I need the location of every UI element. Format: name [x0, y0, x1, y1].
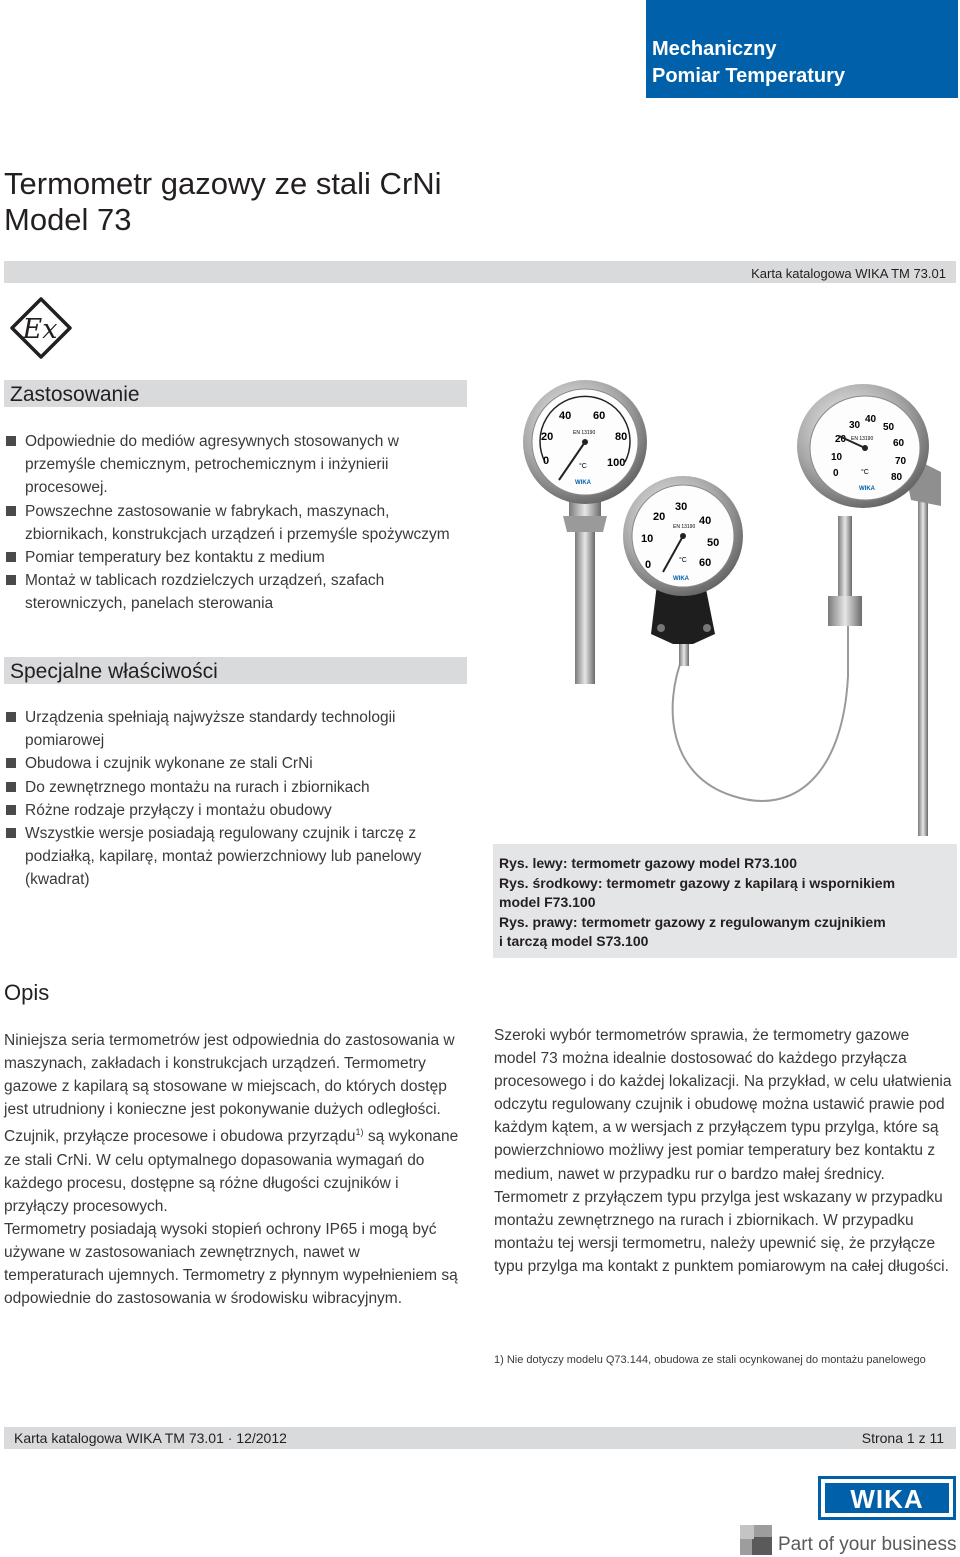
- wika-logo-text: WIKA: [850, 1484, 924, 1514]
- list-item: Montaż w tablicach rozdzielczych urządzeń, szafach sterowniczych, panelach sterowania: [4, 569, 464, 615]
- description-paragraph: Szeroki wybór termometrów sprawia, że termometry gazowe model 73 można idealnie dostosować do każdego przyłącza procesowego i do każdej lokalizacji. Na przykład, w celu ułatwienia odczytu regulowany czujnik i obudowę można ustawić prawie pod każdym kątem, a w wersjach z przyłączem typu przylga, które są powierzchniowo możliwy jest pomiar temperatury bez kontaktu z medium, nawet w przypadku rur o bardzo małej średnicy. Termometr z przyłączem typu przylga jest wskazany w przypadku montażu zewnętrznego na rurach i zbiornikach. W przypadku montażu tej wersji termometru, należy upewnić się, że przyłącze typu przylga ma kontakt z punktem pomiarowym na całej długości.: [494, 1027, 952, 1275]
- tick-label: 20: [653, 511, 666, 523]
- wika-logo: [818, 1476, 956, 1520]
- ex-atex-icon: [9, 296, 73, 360]
- footnote: 1) Nie dotyczy modelu Q73.144, obudowa ze stali ocynkowanej do montażu panelowego: [494, 1354, 926, 1366]
- gauge-standard-label: EN 13190: [573, 430, 596, 436]
- caption-line: Rys. lewy: termometr gazowy model R73.100: [499, 855, 797, 871]
- product-photo: [493, 376, 957, 838]
- header-box: [646, 0, 958, 98]
- tick-label: 0: [833, 468, 839, 479]
- tick-label: 30: [675, 501, 688, 513]
- list-item: Wszystkie wersje posiadają regulowany czujnik i tarczę z podziałką, kapilarę, montaż powierzchniowy lub panelowy (kwadrat): [4, 822, 464, 892]
- gauge-right: [797, 384, 941, 836]
- footer-bar: [4, 1427, 956, 1449]
- tick-label: 0: [645, 559, 652, 571]
- tick-label: 30: [849, 420, 861, 431]
- tick-label: 100: [607, 457, 626, 469]
- tick-label: 40: [559, 410, 572, 422]
- description-paragraph: Termometry posiadają wysoki stopień ochrony IP65 i mogą być używane w zastosowaniach zewnętrznych, nawet w temperaturach ujemnych. Termometry z płynnym wypełnieniem są odpowiednie do zastosowania w środowisku wibracyjnym.: [4, 1220, 458, 1308]
- reference-text: Karta katalogowa WIKA TM 73.01: [751, 266, 946, 281]
- page-title: [4, 166, 442, 238]
- footer-reference: Karta katalogowa WIKA TM 73.01 · 12/2012: [14, 1430, 287, 1446]
- gauge-unit-label: °C: [579, 463, 587, 470]
- description-paragraph: Niniejsza seria termometrów jest odpowiednia do zastosowania w maszynach, zakładach i konstrukcjach urządzeń. Termometry gazowe z kapilarą są stosowane w miejscach, do których dostęp jest utrudniony i konieczne jest pokonywanie dużych odległości.: [4, 1032, 455, 1119]
- gauge-standard-label: EN 13190: [851, 436, 874, 442]
- tick-label: 40: [865, 414, 877, 425]
- tick-label: 20: [541, 431, 554, 443]
- description-left-column: [4, 1029, 462, 1310]
- description-heading: Opis: [4, 980, 50, 1005]
- page-number: Strona 1 z 11: [861, 1430, 944, 1446]
- tick-label: 80: [615, 431, 628, 443]
- description-paragraph: [4, 1121, 462, 1218]
- features-heading: Specjalne właściwości: [4, 657, 467, 684]
- list-item: Urządzenia spełniają najwyższe standardy technologii pomiarowej: [4, 706, 464, 752]
- footnote-marker: 1): [355, 1127, 364, 1138]
- header-line-2: Pomiar Temperatury: [652, 65, 846, 87]
- title-line-2: Model 73: [4, 202, 132, 237]
- features-list: [4, 706, 464, 892]
- tick-label: 60: [593, 410, 606, 422]
- tick-label: 10: [831, 452, 843, 463]
- gauge-middle: [623, 476, 743, 666]
- header-line-1: Mechaniczny: [652, 38, 777, 60]
- applications-heading: Zastosowanie: [4, 380, 467, 407]
- tick-label: 50: [883, 422, 895, 433]
- tick-label: 0: [543, 455, 550, 467]
- description-text: Czujnik, przyłącze procesowe i obudowa przyrządu: [4, 1128, 356, 1146]
- gauge-brand-label: WIKA: [673, 576, 689, 582]
- tick-label: 80: [891, 472, 903, 483]
- photo-caption: [493, 844, 957, 958]
- tick-label: 40: [699, 515, 712, 527]
- list-item: Różne rodzaje przyłączy i montażu obudowy: [4, 799, 464, 822]
- tick-label: 60: [699, 557, 712, 569]
- description-right-column: [494, 1024, 952, 1278]
- tick-label: 10: [641, 533, 654, 545]
- gauge-unit-label: °C: [861, 469, 869, 476]
- caption-line: model F73.100: [499, 894, 596, 910]
- tagline-text: Part of your business: [778, 1534, 957, 1555]
- reference-bar: [4, 261, 956, 283]
- tick-label: 60: [893, 438, 905, 449]
- tick-label: 50: [707, 537, 720, 549]
- ex-logo-text: Ex: [22, 314, 58, 345]
- part-of-your-business-logo: [740, 1523, 958, 1557]
- list-item: Obudowa i czujnik wykonane ze stali CrNi: [4, 752, 464, 775]
- caption-line: i tarczą model S73.100: [499, 933, 649, 949]
- applications-list: [4, 430, 464, 616]
- list-item: Odpowiednie do mediów agresywnych stosowanych w przemyśle chemicznym, petrochemicznym i inżynierii procesowej.: [4, 430, 464, 500]
- caption-line: Rys. środkowy: termometr gazowy z kapilarą i wspornikiem: [499, 874, 896, 891]
- gauge-unit-label: °C: [679, 557, 687, 564]
- tick-label: 70: [895, 456, 907, 467]
- tick-label: 20: [835, 434, 847, 445]
- description-text: są wykonane ze stali CrNi. W celu optymalnego dopasowania wymagań do każdego procesu, dostępne są różne długości czujników i przyłączy procesowych.: [4, 1128, 459, 1215]
- gauge-brand-label: WIKA: [859, 486, 875, 492]
- list-item: Do zewnętrznego montażu na rurach i zbiornikach: [4, 776, 464, 799]
- list-item: Powszechne zastosowanie w fabrykach, maszynach, zbiornikach, konstrukcjach urządzeń i przemyśle spożywczym: [4, 500, 464, 546]
- gauge-brand-label: WIKA: [575, 480, 591, 486]
- list-item: Pomiar temperatury bez kontaktu z medium: [4, 546, 464, 569]
- caption-line: Rys. prawy: termometr gazowy z regulowanym czujnikiem: [499, 913, 886, 930]
- title-line-1: Termometr gazowy ze stali CrNi: [4, 166, 442, 201]
- gauge-standard-label: EN 13190: [673, 524, 696, 530]
